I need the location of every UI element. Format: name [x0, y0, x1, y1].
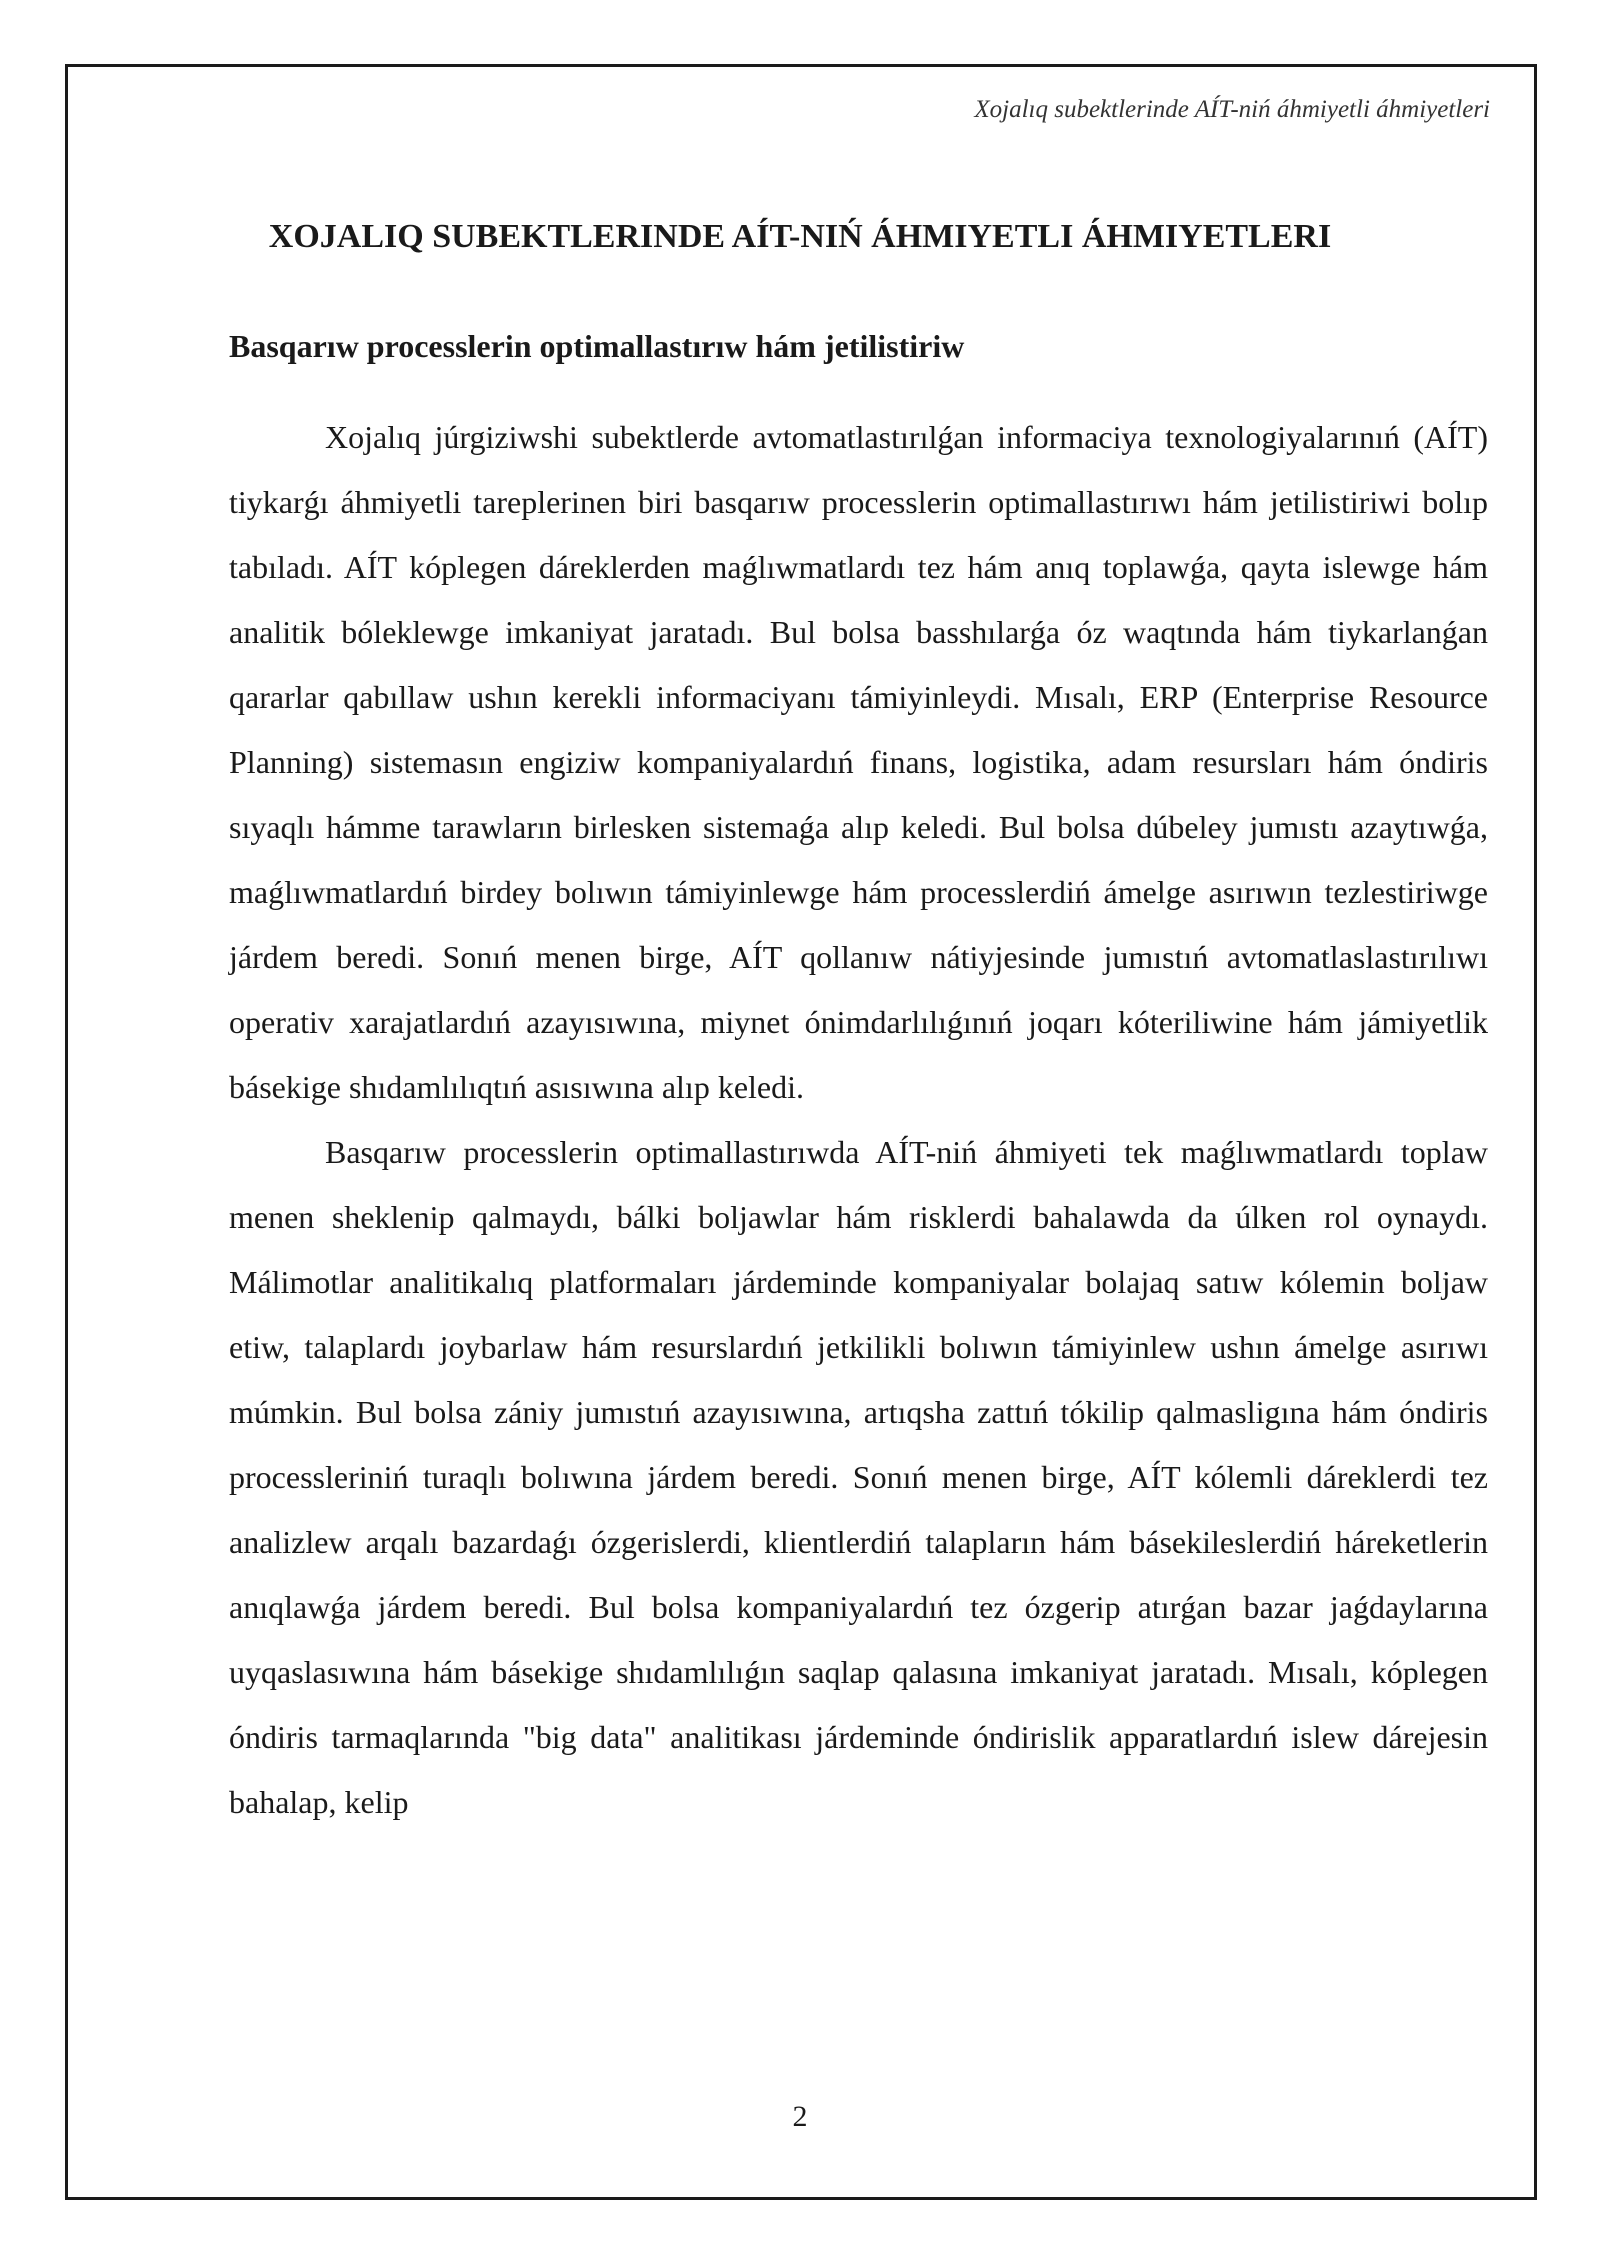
document-title: XOJALIQ SUBEKTLERINDE AÍT-NIŃ ÁHMIYETLI ÁHMIYETLERI: [268, 218, 1332, 255]
running-header: Xojalıq subektlerinde AÍT-niń áhmiyetli áhmiyetleri: [974, 96, 1490, 123]
body-text: [229, 405, 1488, 1835]
page-number: 2: [792, 2100, 808, 2133]
section-heading: Basqarıw processlerin optimallastırıw hám jetilistiriw: [229, 328, 965, 364]
paragraph-1: Xojalıq júrgiziwshi subektlerde avtomatlastırılǵan informaciya texnologiyalarınıń (AÍT) tiykarǵı áhmiyetli tareplerinen biri basqarıw processlerin optimallastırıwı hám jetilistiriwi bolıp tabıladı. AÍT kóplegen dáreklerden maǵlıwmatlardı tez hám anıq toplawǵa, qayta islewge hám analitik bóleklewge imkaniyat jaratadı. Bul bolsa basshılarǵa óz waqtında hám tiykarlanǵan qararlar qabıllaw ushın kerekli informaciyanı támiyinleydi. Mısalı, ERP (Enterprise Resource Planning) sistemasın engiziw kompaniyalardıń finans, logistika, adam resursları hám óndiris sıyaqlı hámme tarawların birlesken sistemaǵa alıp keledi. Bul bolsa dúbeley jumıstı azaytıwǵa, maǵlıwmatlardıń birdey bolıwın támiyinlewge hám processlerdiń ámelge asırıwın tezlestiriwge járdem beredi. Sonıń menen birge, AÍT qollanıw nátiyjesinde jumıstıń avtomatlaslastırılıwı operativ xarajatlardıń azayısıwına, miynet ónimdarlılıǵınıń joqarı kóteriliwine hám jámiyetlik básekige shıdamlılıqtıń asısıwına alıp keledi.: [229, 419, 1488, 1105]
paragraph-2: Basqarıw processlerin optimallastırıwda AÍT-niń áhmiyeti tek maǵlıwmatlardı toplaw menen sheklenip qalmaydı, bálki boljawlar hám risklerdi bahalawda da úlken rol oynaydı. Málimotlar analitikalıq platformaları járdeminde kompaniyalar bolajaq satıw kólemin boljaw etiw, talaplardı joybarlaw hám resurslardıń jetkilikli bolıwın támiyinlew ushın ámelge asırıwı múmkin. Bul bolsa zániy jumıstıń azayısıwına, artıqsha zattıń tókilip qalmasligına hám óndiris processleriniń turaqlı bolıwına járdem beredi. Sonıń menen birge, AÍT kólemli dáreklerdi tez analizlew arqalı bazardaǵı ózgerislerdi, klientlerdiń talapların hám básekileslerdiń háreketlerin anıqlawǵa járdem beredi. Bul bolsa kompaniyalardıń tez ózgerip atırǵan bazar jaǵdaylarına uyqaslasıwına hám básekige shıdamlılıǵın saqlap qalasına imkaniyat jaratadı. Mısalı, kóplegen óndiris tarmaqlarında "big data" analitikası járdeminde óndirislik apparatlardıń islew dárejesin bahalap, kelip: [229, 1134, 1488, 1820]
